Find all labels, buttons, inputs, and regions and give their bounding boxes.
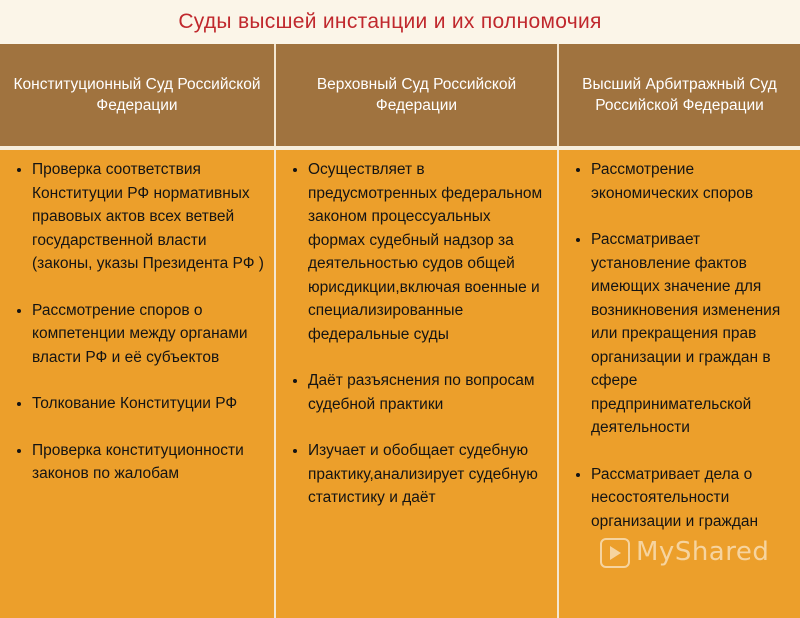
supreme-court-powers bbox=[275, 148, 558, 618]
header-supreme-court: Верховный Суд Российской Федерации bbox=[275, 44, 558, 148]
powers-list bbox=[14, 158, 268, 486]
powers-list bbox=[573, 158, 794, 533]
courts-table bbox=[0, 44, 800, 618]
list-item: • Толкование Конституции РФ bbox=[32, 392, 268, 416]
list-item: • Осуществляет в предусмотренных федеральном законом процессуальных формах судебный надзор за деятельностью судов общей юрисдикции,включая военные и специализированные федеральные суды bbox=[308, 158, 551, 346]
list-item: • Проверка конституционности законов по жалобам bbox=[32, 439, 268, 486]
list-item: • Даёт разъяснения по вопросам судебной практики bbox=[308, 369, 551, 416]
list-item: • Проверка соответствия Конституции РФ нормативных правовых актов всех ветвей государственной власти (законы, указы Президента РФ ) bbox=[32, 158, 268, 276]
header-row bbox=[0, 44, 800, 148]
list-item: • Изучает и обобщает судебную практику,анализирует судебную статистику и даёт bbox=[308, 439, 551, 510]
list-item: • Рассмотрение споров о компетенции между органами власти РФ и её субъектов bbox=[32, 299, 268, 370]
slide-title: Суды высшей инстанции и их полномочия bbox=[178, 10, 602, 33]
constitutional-court-powers bbox=[0, 148, 275, 618]
list-item: • Рассматривает дела о несостоятельности организации и граждан bbox=[591, 463, 794, 534]
list-item: • Рассмотрение экономических споров bbox=[591, 158, 794, 205]
header-constitutional-court: Конституционный Суд Российской Федерации bbox=[0, 44, 275, 148]
powers-list bbox=[290, 158, 551, 510]
header-arbitration-court: Высший Арбитражный Суд Российской Федерации bbox=[558, 44, 800, 148]
list-item: • Рассматривает установление фактов имеющих значение для возникновения изменения или прекращения прав организации и граждан в сфере предпринимательской деятельности bbox=[591, 228, 794, 440]
watermark-text: MyShared bbox=[636, 537, 770, 567]
watermark-logo bbox=[600, 537, 769, 568]
play-icon bbox=[600, 538, 630, 568]
